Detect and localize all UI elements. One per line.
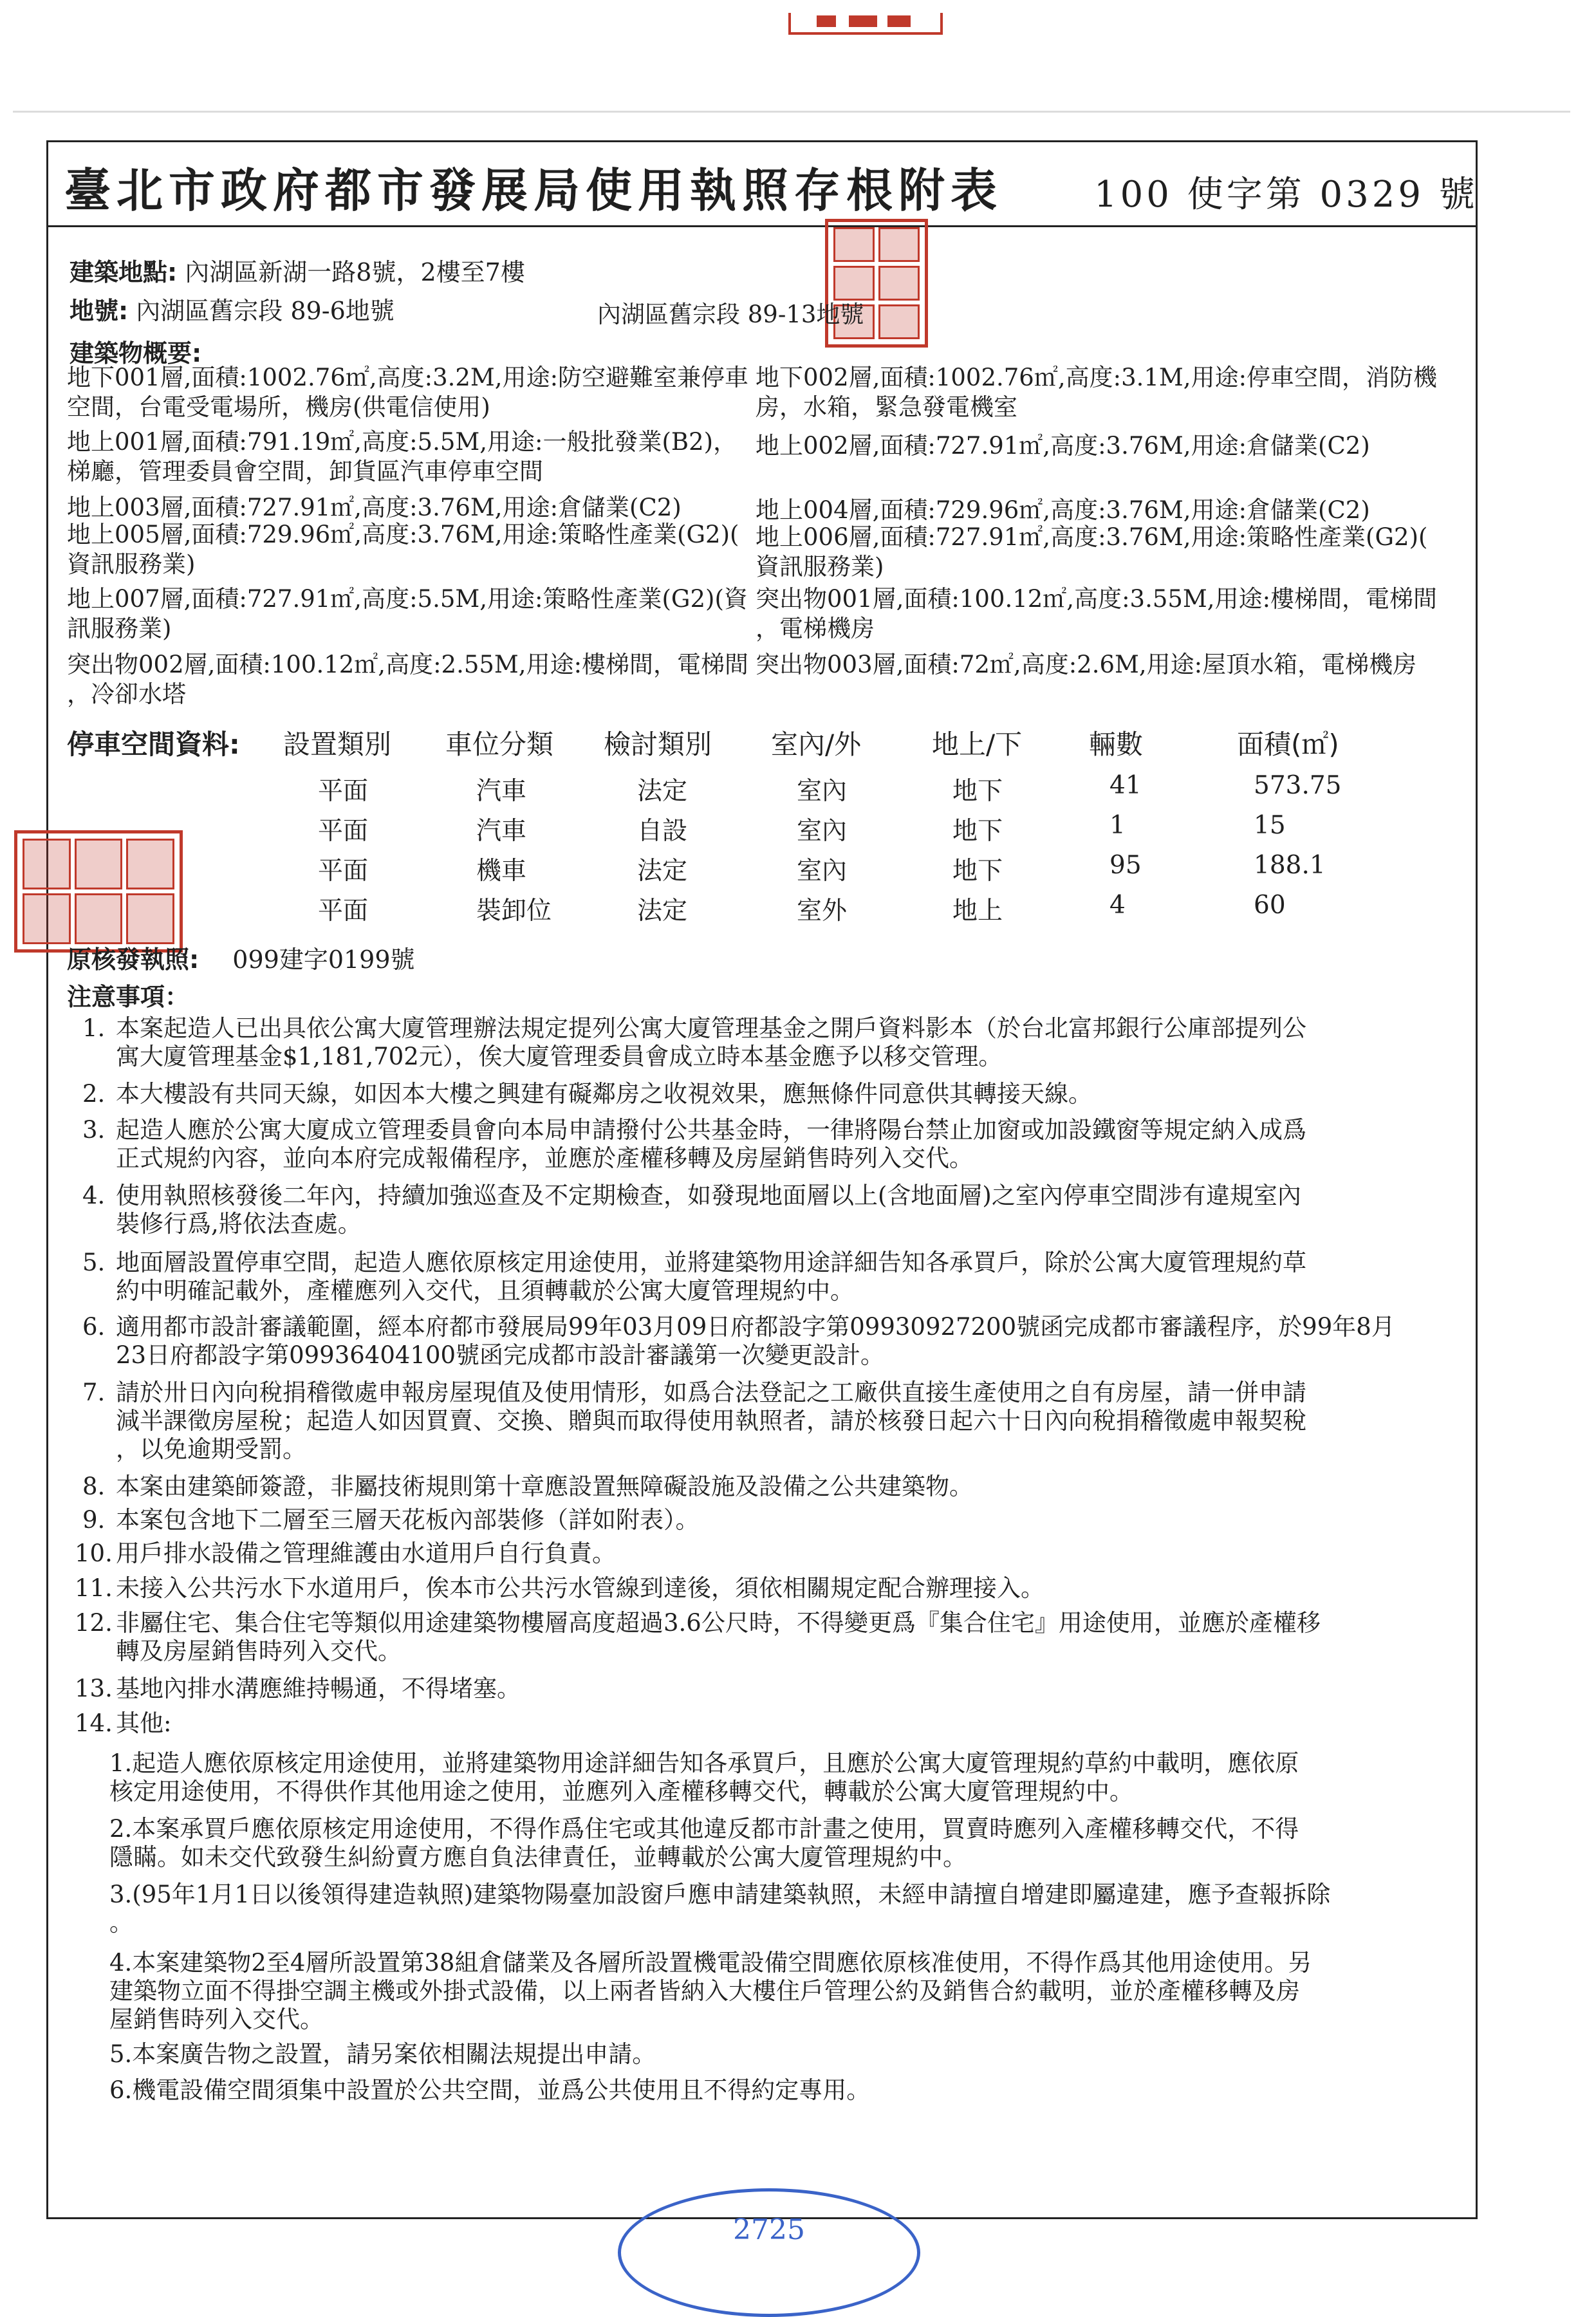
- note-number: 12.: [75, 1609, 113, 1637]
- note-number: 1.: [82, 1014, 106, 1042]
- note-text: [116, 1506, 1492, 1534]
- top-seal-stamp: [788, 13, 943, 35]
- original-permit-value: 099建字0199號: [232, 945, 415, 974]
- scan-edge-line: [13, 111, 1570, 113]
- sub-line: 6.機電設備空間須集中設置於公共空間，並爲公共使用且不得約定專用。: [109, 2076, 871, 2104]
- parking-cell: 機車: [476, 857, 527, 886]
- sub-item-2: [109, 1815, 1454, 1872]
- roof-2-line2: ，冷卻水塔: [67, 680, 186, 708]
- parking-cell: 地上: [952, 897, 1003, 926]
- note-line: 減半課徵房屋稅；起造人如因買賣、交換、贈與而取得使用執照者，請於核發日起六十日內向稅捐稽徵處申報契稅: [116, 1407, 1306, 1435]
- sub-item-4: [109, 1949, 1454, 2034]
- parking-cell: 地下: [952, 817, 1003, 846]
- overview-label: 建築物概要:: [70, 339, 202, 368]
- floor-7f-line1: 地上007層,面積:727.91㎡,高度:5.5M,用途:策略性產業(G2)(資: [67, 585, 748, 613]
- note-number: 6.: [82, 1313, 106, 1341]
- note-line: 寓大廈管理基金$1,181,702元），俟大廈管理委員會成立時本基金應予以移交管理。: [116, 1043, 1003, 1070]
- parking-header-area: 面積(㎡): [1237, 729, 1339, 760]
- note-text: [116, 1080, 1492, 1108]
- floor-1f-line2: 梯廳，管理委員會空間，卸貨區汽車停車空間: [67, 458, 543, 485]
- floor-b2-line1: 地下002層,面積:1002.76㎡,高度:3.1M,用途:停車空間，消防機: [756, 364, 1438, 391]
- parking-cell: 法定: [637, 857, 688, 886]
- parking-header-count: 輛數: [1089, 729, 1144, 760]
- parking-cell: 法定: [637, 897, 688, 926]
- note-line: 請於卅日內向稅捐稽徵處申報房屋現值及使用情形，如爲合法登記之工廠供直接生產使用之自有房屋，請一併申請: [116, 1379, 1306, 1406]
- roof-2-line1: 突出物002層,面積:100.12㎡,高度:2.55M,用途:樓梯間，電梯間: [67, 651, 749, 678]
- parking-cell: 188.1: [1254, 851, 1326, 880]
- notes-label: 注意事項：: [67, 983, 190, 1011]
- note-line: 使用執照核發後二年內，持續加強巡查及不定期檢查，如發現地面層以上(含地面層)之室內停車空間涉有違規室內: [116, 1182, 1301, 1209]
- note-line: 未接入公共污水下水道用戶，俟本市公共污水管線到達後，須依相關規定配合辦理接入。: [116, 1574, 1044, 1602]
- note-line: 約中明確記載外，產權應列入交代，且須轉載於公寓大廈管理規約中。: [116, 1277, 854, 1305]
- sub-line: 核定用途使用，不得供作其他用途之使用，並應列入產權移轉交代，轉載於公寓大廈管理規約中。: [109, 1778, 1133, 1805]
- parking-cell: 汽車: [476, 777, 527, 806]
- floor-7f-line2: 訊服務業): [67, 615, 172, 642]
- roof-1: [756, 584, 1437, 644]
- sub-line: 屋銷售時列入交代。: [109, 2005, 324, 2033]
- floor-5f: [67, 520, 739, 579]
- address-value: 內湖區新湖一路8號，2樓至7樓: [185, 258, 525, 286]
- header-divider: [46, 225, 1478, 227]
- parking-cell: 15: [1254, 811, 1286, 840]
- note-text: [116, 1379, 1492, 1464]
- parking-cell: 室內: [797, 857, 848, 886]
- floor-2f-line1: 地上002層,面積:727.91㎡,高度:3.76M,用途:倉儲業(C2): [756, 432, 1370, 460]
- note-number: 5.: [82, 1249, 106, 1276]
- floor-4f-line1: 地上004層,面積:729.96㎡,高度:3.76M,用途:倉儲業(C2): [756, 496, 1370, 524]
- sub-item-5: [109, 2040, 1454, 2069]
- note-number: 9.: [82, 1506, 106, 1534]
- address-label: 建築地點:: [70, 258, 178, 286]
- parking-cell: 1: [1109, 811, 1126, 840]
- parking-cell: 平面: [318, 817, 369, 846]
- parking-cell: 裝卸位: [476, 897, 552, 926]
- sub-item-1: [109, 1749, 1454, 1806]
- floor-7f: [67, 584, 748, 644]
- parking-header-type: 車位分類: [445, 729, 554, 760]
- note-line: 轉及房屋銷售時列入交代。: [116, 1637, 402, 1665]
- note-text: [116, 1116, 1492, 1173]
- note-text: [116, 1249, 1492, 1305]
- note-text: [116, 1540, 1492, 1568]
- floor-5f-line1: 地上005層,面積:729.96㎡,高度:3.76M,用途:策略性產業(G2)(: [67, 521, 739, 548]
- floor-6f-line2: 資訊服務業): [756, 553, 884, 581]
- parking-cell: 自設: [637, 817, 688, 846]
- roof-3-line1: 突出物003層,面積:72㎡,高度:2.6M,用途:屋頂水箱，電梯機房: [756, 651, 1417, 678]
- note-text: [116, 1675, 1492, 1703]
- note-line: ，以免逾期受罰。: [116, 1435, 306, 1463]
- note-line: 裝修行爲,將依法查處。: [116, 1210, 362, 1238]
- note-line: 本大樓設有共同天線，如因本大樓之興建有礙鄰房之收視效果，應無條件同意供其轉接天線。: [116, 1080, 1092, 1108]
- note-line: 本案由建築師簽證，非屬技術規則第十章應設置無障礙設施及設備之公共建築物。: [116, 1473, 973, 1500]
- sub-line: 隱瞞。如未交代致發生糾紛賣方應自負法律責任，並轉載於公寓大廈管理規約中。: [109, 1843, 967, 1871]
- floor-1f: [67, 427, 737, 487]
- note-text: [116, 1609, 1492, 1666]
- roof-1-line1: 突出物001層,面積:100.12㎡,高度:3.55M,用途:樓梯間，電梯間: [756, 585, 1438, 613]
- floor-b1: [67, 363, 748, 422]
- parking-cell: 室外: [797, 897, 848, 926]
- roof-1-line2: ，電梯機房: [756, 615, 875, 642]
- postmark-stamp: [618, 2188, 920, 2317]
- parking-cell: 4: [1109, 891, 1126, 920]
- floor-2f: [756, 431, 1370, 461]
- note-line: 非屬住宅、集合住宅等類似用途建築物樓層高度超過3.6公尺時，不得變更爲『集合住宅』用途使用，並應於產權移: [116, 1609, 1321, 1637]
- note-number: 10.: [75, 1540, 113, 1567]
- note-text: [116, 1574, 1492, 1603]
- note-line: 基地內排水溝應維持暢通，不得堵塞。: [116, 1675, 521, 1702]
- parking-cell: 60: [1254, 891, 1286, 920]
- original-permit-row: [67, 940, 415, 975]
- note-text: [116, 1182, 1492, 1238]
- parking-cell: 汽車: [476, 817, 527, 846]
- parking-header-review: 檢討類別: [604, 729, 712, 760]
- parking-cell: 95: [1109, 851, 1142, 880]
- postmark-text: 2725: [733, 2213, 805, 2246]
- sub-line: 5.本案廣告物之設置，請另案依相關法規提出申請。: [109, 2040, 656, 2068]
- sub-line: 3.(95年1月1日以後領得建造執照)建築物陽臺加設窗戶應申請建築執照，未經申請擅自增建即屬違建，應予查報拆除: [109, 1881, 1331, 1908]
- sub-item-6: [109, 2076, 1454, 2105]
- parking-cell: 平面: [318, 857, 369, 886]
- parking-label: 停車空間資料:: [67, 729, 240, 760]
- note-line: 起造人應於公寓大廈成立管理委員會向本局申請撥付公共基金時，一律將陽台禁止加窗或加設鐵窗等規定納入成爲: [116, 1116, 1306, 1144]
- sub-line: 1.起造人應依原核定用途使用，並將建築物用途詳細告知各承買戶，且應於公寓大廈管理規約草約中載明，應依原: [109, 1749, 1299, 1777]
- note-number: 4.: [82, 1182, 106, 1209]
- note-number: 13.: [75, 1675, 113, 1702]
- parking-cell: 法定: [637, 777, 688, 806]
- permit-number: 100 使字第 0329 號: [1094, 174, 1478, 216]
- parking-cell: 平面: [318, 777, 369, 806]
- sub-item-3: [109, 1881, 1454, 1937]
- note-line: 正式規約內容，並向本府完成報備程序，並應於產權移轉及房屋銷售時列入交代。: [116, 1144, 973, 1172]
- floor-5f-line2: 資訊服務業): [67, 550, 196, 578]
- sub-line: 4.本案建築物2至4層所設置第38組倉儲業及各層所設置機電設備空間應依原核准使用，不得作爲其他用途使用。另: [109, 1949, 1312, 1977]
- floor-b1-line1: 地下001層,面積:1002.76㎡,高度:3.2M,用途:防空避難室兼停車: [67, 364, 749, 391]
- document-title: 臺北市政府都市發展局使用執照存根附表: [64, 163, 1003, 218]
- note-number: 3.: [82, 1116, 106, 1144]
- government-seal-stamp: [14, 830, 183, 953]
- sub-line: 2.本案承買戶應依原核定用途使用，不得作爲住宅或其他違反都市計畫之使用，買賣時應列入產權移轉交代，不得: [109, 1815, 1299, 1843]
- floor-b2-line2: 房，水箱，緊急發電機室: [756, 393, 1017, 421]
- floor-3f-line1: 地上003層,面積:727.91㎡,高度:3.76M,用途:倉儲業(C2): [67, 494, 682, 521]
- roof-2: [67, 650, 748, 709]
- parking-header-setup: 設置類別: [283, 729, 392, 760]
- note-number: 8.: [82, 1473, 106, 1500]
- note-line: 本案包含地下二層至三層天花板內部裝修（詳如附表）。: [116, 1506, 700, 1534]
- note-number: 14.: [75, 1709, 113, 1737]
- note-line: 其他:: [116, 1709, 172, 1737]
- roof-3: [756, 650, 1416, 680]
- lot-label: 地號:: [70, 297, 129, 325]
- lot-row: [70, 291, 394, 326]
- floor-b2: [756, 363, 1437, 422]
- note-text: [116, 1313, 1492, 1370]
- original-permit-label: 原核發執照:: [67, 945, 200, 974]
- note-number: 11.: [75, 1574, 113, 1602]
- parking-cell: 573.75: [1254, 771, 1342, 800]
- note-number: 2.: [82, 1080, 106, 1108]
- parking-header-level: 地上/下: [932, 729, 1023, 760]
- lot-value-2: 內湖區舊宗段 89-13地號: [597, 301, 864, 328]
- lot-value-1: 內湖區舊宗段 89-6地號: [136, 297, 394, 325]
- sub-line: 建築物立面不得掛空調主機或外掛式設備，以上兩者皆納入大樓住戶管理公約及銷售合約載明，並於產權移轉及房: [109, 1977, 1300, 2005]
- parking-cell: 41: [1109, 771, 1142, 800]
- parking-cell: 室內: [797, 777, 848, 806]
- floor-4f: [756, 496, 1370, 525]
- floor-6f-line1: 地上006層,面積:727.91㎡,高度:3.76M,用途:策略性產業(G2)(: [756, 523, 1428, 551]
- address-row: [70, 252, 525, 288]
- parking-header-inout: 室內/外: [771, 729, 862, 760]
- parking-cell: 地下: [952, 777, 1003, 806]
- note-line: 用戶排水設備之管理維護由水道用戶自行負責。: [116, 1540, 616, 1567]
- note-line: 適用都市設計審議範圍，經本府都市發展局99年03月09日府都設字第09930927200號函完成都市審議程序，於99年8月: [116, 1313, 1395, 1341]
- floor-3f: [67, 493, 682, 523]
- parking-cell: 室內: [797, 817, 848, 846]
- note-number: 7.: [82, 1379, 106, 1406]
- parking-cell: 平面: [318, 897, 369, 926]
- note-text: [116, 1473, 1492, 1501]
- floor-1f-line1: 地上001層,面積:791.19㎡,高度:5.5M,用途:一般批發業(B2)，: [67, 428, 738, 456]
- note-text: [116, 1709, 1492, 1738]
- parking-cell: 地下: [952, 857, 1003, 886]
- note-text: [116, 1014, 1492, 1071]
- floor-6f: [756, 523, 1427, 582]
- note-line: 23日府都設字第09936404100號函完成都市設計審議第一次變更設計。: [116, 1341, 885, 1369]
- sub-line: 。: [109, 1909, 133, 1937]
- floor-b1-line2: 空間，台電受電場所，機房(供電信使用): [67, 393, 490, 421]
- note-line: 地面層設置停車空間，起造人應依原核定用途使用，並將建築物用途詳細告知各承買戶，除於公寓大廈管理規約草: [116, 1249, 1306, 1276]
- note-line: 本案起造人已出具依公寓大廈管理辦法規定提列公寓大廈管理基金之開戶資料影本（於台北富邦銀行公庫部提列公: [116, 1014, 1306, 1042]
